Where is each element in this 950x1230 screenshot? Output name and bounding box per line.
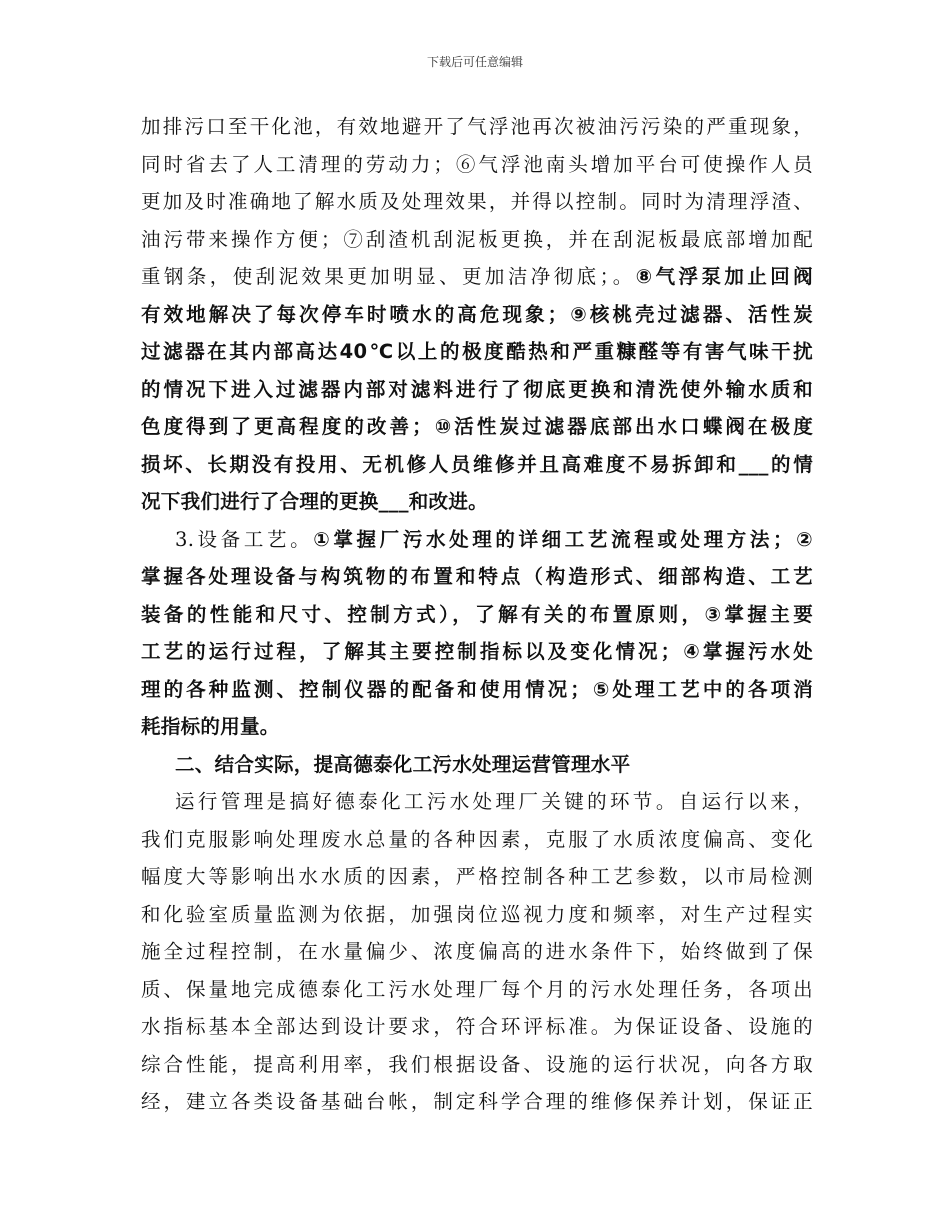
text-line-26: 综合性能，提高利用率，我们根据设备、设施的运行状况，向各方取 (141, 1052, 813, 1076)
text-line-25: 水指标基本全部达到设计要求，符合环评标准。为保证设备、设施的 (141, 1015, 813, 1038)
text-line-3: 更加及时准确地了解水质及处理效果，并得以控制。同时为清理浮渣、 (141, 190, 813, 213)
section-heading-2: 二、结合实际，提高德泰化工污水处理运营管理水平 (175, 752, 631, 776)
text-line-10: 损坏、长期没有投用、无机修人员维修并且高难度不易拆卸和___的情 (141, 452, 813, 476)
text-line-11: 况下我们进行了合理的更换___和改进。 (141, 490, 488, 513)
text-line-6: 有效地解决了每次停车时喷水的高危现象；⑨核桃壳过滤器、活性炭 (141, 302, 813, 326)
text-line-20: 我们克服影响处理废水总量的各种因素，克服了水质浓度偏高、变化 (141, 827, 813, 851)
text-line-19: 运行管理是搞好德泰化工污水处理厂关键的环节。自运行以来， (175, 790, 813, 813)
text-line-5-bold: ⑧气浮泵加止回阀 (635, 265, 813, 288)
text-line-13: 掌握各处理设备与构筑物的布置和特点（构造形式、细部构造、工艺 (141, 565, 813, 588)
text-line-27: 经，建立各类设备基础台帐，制定科学合理的维修保养计划，保证正 (141, 1090, 813, 1113)
text-line-4: 油污带来操作方便；⑦刮渣机刮泥板更换，并在刮泥板最底部增加配 (141, 227, 813, 251)
text-line-17: 耗指标的用量。 (141, 715, 280, 738)
section-3-heading-line (141, 521, 813, 559)
text-line-23: 施全过程控制，在水量偏少、浓度偏高的进水条件下，始终做到了保 (141, 940, 813, 963)
text-line-15: 工艺的运行过程，了解其主要控制指标以及变化情况；④掌握污水处 (141, 640, 813, 663)
text-line-7: 过滤器在其内部高达40℃以上的极度酷热和严重糠醛等有害气味干扰 (141, 340, 813, 363)
text-line-22: 和化验室质量监测为依据，加强岗位巡视力度和频率，对生产过程实 (141, 902, 813, 926)
text-line-5 (141, 258, 813, 296)
text-line-24: 质、保量地完成德泰化工污水处理厂每个月的污水处理任务，各项出 (141, 977, 813, 1001)
text-line-21: 幅度大等影响出水水质的因素，严格控制各种工艺参数，以市局检测 (141, 865, 813, 888)
text-line-1: 加排污口至干化池，有效地避开了气浮池再次被油污污染的严重现象， (141, 115, 813, 138)
text-line-2: 同时省去了人工清理的劳动力；⑥气浮池南头增加平台可使操作人员 (141, 152, 813, 176)
section-3-label: 3.设备工艺。 (175, 527, 314, 551)
document-body (141, 108, 813, 1121)
text-line-14: 装备的性能和尺寸、控制方式），了解有关的布置原则，③掌握主要 (141, 602, 813, 626)
text-line-16: 理的各种监测、控制仪器的配备和使用情况；⑤处理工艺中的各项消 (141, 677, 813, 701)
text-line-8: 的情况下进入过滤器内部对滤料进行了彻底更换和清洗使外输水质和 (141, 377, 813, 401)
section-3-bold: ①掌握厂污水处理的详细工艺流程或处理方法；② (313, 527, 813, 551)
text-line-9: 色度得到了更高程度的改善；⑩活性炭过滤器底部出水口蝶阀在极度 (141, 415, 813, 438)
text-line-5-normal: 重钢条，使刮泥效果更加明显、更加洁净彻底；。 (141, 265, 636, 288)
page-header: 下载后可任意编辑 (426, 55, 523, 69)
